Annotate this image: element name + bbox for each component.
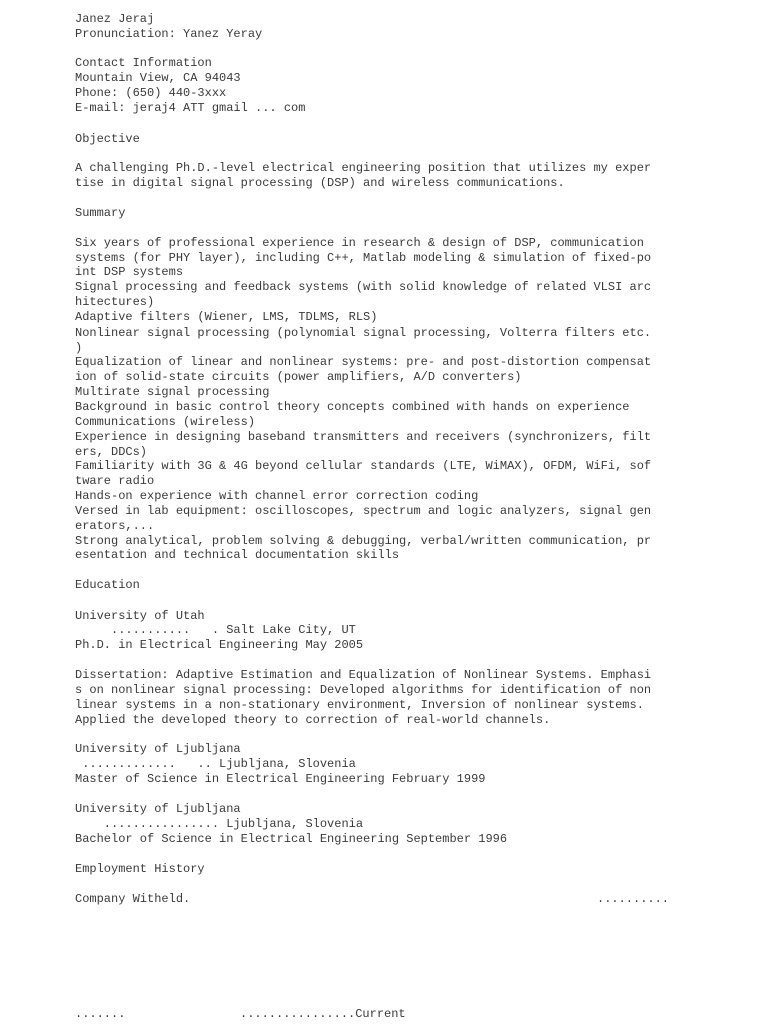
summary-line: Nonlinear signal processing (polynomial signal processing, Volterra filters etc. <box>75 326 652 340</box>
summary-line: int DSP systems <box>75 265 184 279</box>
summary-line: Multirate signal processing <box>75 385 270 399</box>
summary-line: Signal processing and feedback systems (with solid knowledge of related VLSI arc <box>75 280 652 294</box>
dissertation-line: linear systems in a non-stationary environment, Inversion of nonlinear systems. <box>75 698 644 712</box>
summary-line: Hands-on experience with channel error correction coding <box>75 489 479 503</box>
ljubljana-bs-location: ................ Ljubljana, Slovenia <box>75 817 364 831</box>
summary-line: Equalization of linear and nonlinear systems: pre- and post-distortion compensat <box>75 355 652 369</box>
dissertation-line: s on nonlinear signal processing: Developed algorithms for identification of non <box>75 683 652 697</box>
objective-line: tise in digital signal processing (DSP) and wireless communications. <box>75 176 565 190</box>
employment-company: Company Witheld. <box>75 892 191 906</box>
utah-school: University of Utah <box>75 609 205 623</box>
contact-phone: Phone: (650) 440-3xxx <box>75 86 227 100</box>
summary-line: Six years of professional experience in research & design of DSP, communication <box>75 236 644 250</box>
education-heading: Education <box>75 578 140 592</box>
ljubljana-bs-degree: Bachelor of Science in Electrical Engineering September 1996 <box>75 832 508 846</box>
contact-address: Mountain View, CA 94043 <box>75 71 241 85</box>
summary-line: systems (for PHY layer), including C++, Matlab modeling & simulation of fixed-po <box>75 251 652 265</box>
summary-line: Adaptive filters (Wiener, LMS, TDLMS, RLS) <box>75 310 378 324</box>
summary-line: Background in basic control theory concepts combined with hands on experience <box>75 400 630 414</box>
employment-heading: Employment History <box>75 862 205 876</box>
dissertation-line: Dissertation: Adaptive Estimation and Equalization of Nonlinear Systems. Emphasi <box>75 668 652 682</box>
summary-line: esentation and technical documentation skills <box>75 548 400 562</box>
summary-line: Experience in designing baseband transmitters and receivers (synchronizers, filt <box>75 430 652 444</box>
contact-heading: Contact Information <box>75 56 212 70</box>
objective-line: A challenging Ph.D.-level electrical engineering position that utilizes my exper <box>75 161 652 175</box>
summary-line: Familiarity with 3G & 4G beyond cellular standards (LTE, WiMAX), OFDM, WiFi, sof <box>75 459 652 473</box>
objective-heading: Objective <box>75 132 140 146</box>
utah-degree: Ph.D. in Electrical Engineering May 2005 <box>75 638 364 652</box>
summary-line: Versed in lab equipment: oscilloscopes, spectrum and logic analyzers, signal gen <box>75 504 652 518</box>
summary-line: erators,... <box>75 519 155 533</box>
summary-line: ers, DDCs) <box>75 445 148 459</box>
summary-line: Communications (wireless) <box>75 415 256 429</box>
ljubljana-bs-school: University of Ljubljana <box>75 802 241 816</box>
summary-line: tware radio <box>75 474 155 488</box>
employment-company-dots: .......... <box>597 892 670 906</box>
summary-line: hitectures) <box>75 295 155 309</box>
summary-line: ) <box>75 341 83 355</box>
ljubljana-ms-school: University of Ljubljana <box>75 742 241 756</box>
ljubljana-ms-location: ............. .. Ljubljana, Slovenia <box>75 757 356 771</box>
pronunciation: Pronunciation: Yanez Yeray <box>75 27 263 41</box>
ljubljana-ms-degree: Master of Science in Electrical Engineering February 1999 <box>75 772 486 786</box>
contact-email: E-mail: jeraj4 ATT gmail ... com <box>75 101 306 115</box>
summary-line: Strong analytical, problem solving & debugging, verbal/written communication, pr <box>75 534 652 548</box>
resume-name: Janez Jeraj <box>75 12 155 26</box>
utah-location: ........... . Salt Lake City, UT <box>75 623 356 637</box>
employment-bottom-dots: ....... <box>75 1007 126 1021</box>
summary-heading: Summary <box>75 206 126 220</box>
employment-current: ................Current <box>240 1007 406 1021</box>
dissertation-line: Applied the developed theory to correction of real-world channels. <box>75 713 551 727</box>
summary-line: ion of solid-state circuits (power amplifiers, A/D converters) <box>75 370 522 384</box>
